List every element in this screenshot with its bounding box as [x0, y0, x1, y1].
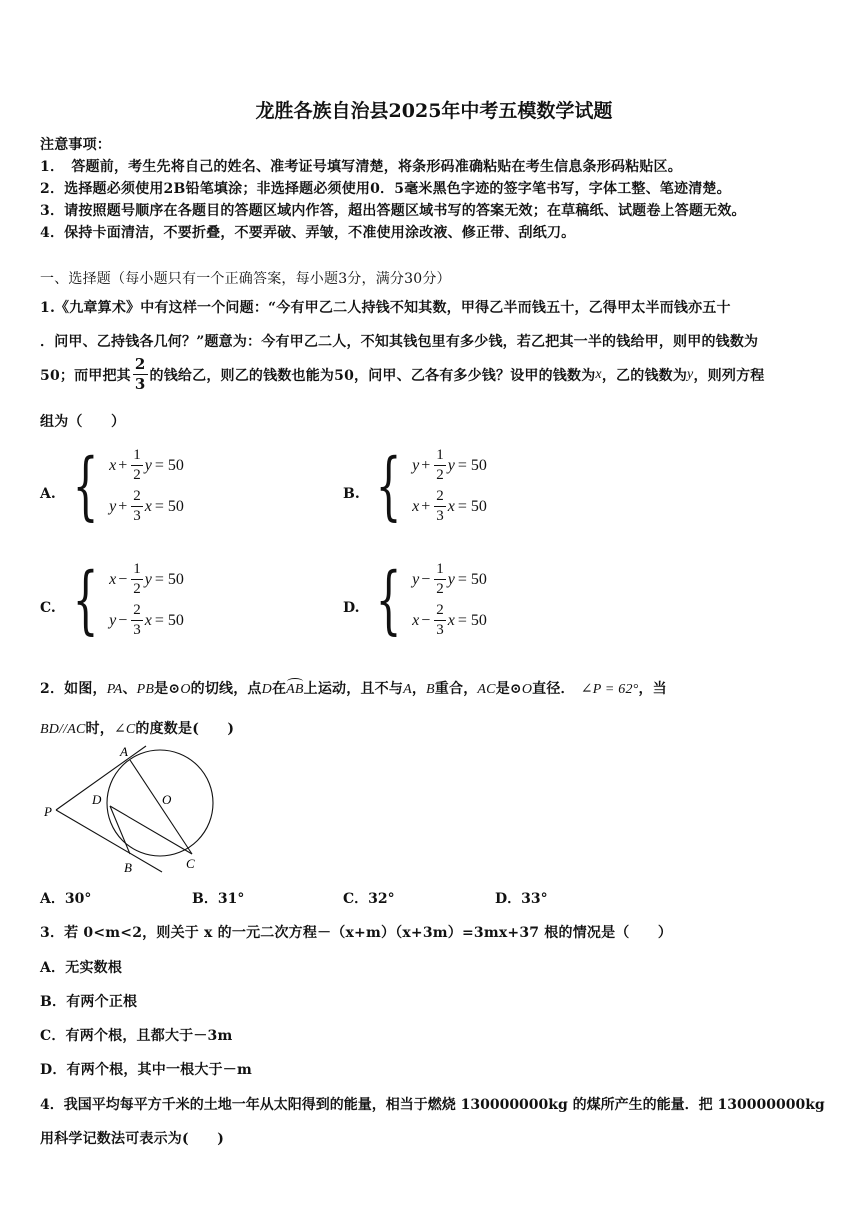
q2-text: ，	[411, 681, 427, 697]
notice-heading: 注意事项：	[40, 137, 111, 153]
label-c: C	[186, 856, 195, 871]
frac-denominator: 3	[436, 508, 444, 524]
page-title: 龙胜各族自治县2025年中考五模数学试题	[255, 100, 613, 122]
q2-text: 时，	[85, 721, 114, 737]
brace-icon: {	[72, 557, 99, 643]
equation-row	[109, 448, 184, 483]
q2-text: 重合，	[434, 681, 478, 697]
eq-var: x	[144, 497, 152, 515]
q1-line-3-b: 的钱给乙，则乙的钱数也能为50，问甲、乙各有多少钱？设甲的钱数为	[149, 367, 596, 384]
equation-row	[412, 562, 487, 597]
eq-rhs: = 50	[154, 456, 184, 474]
q1-line-4: 组为（ ）	[40, 414, 126, 430]
eq-var: y	[447, 570, 455, 588]
q3-option-a[interactable]: A．无实数根	[40, 960, 123, 976]
eq-var: x	[109, 456, 117, 474]
eq-fraction	[434, 489, 446, 524]
frac-numerator: 1	[434, 562, 446, 580]
q1-option-b-system[interactable]	[365, 443, 487, 529]
q1-line-3	[40, 357, 764, 392]
q2-arc-ab: AB	[286, 682, 304, 697]
frac-numerator: 1	[131, 562, 143, 580]
q1-option-c-system[interactable]	[62, 557, 184, 643]
eq-fraction	[131, 448, 143, 483]
label-d: D	[92, 792, 102, 807]
q1-line-1: 1.《九章算术》中有这样一个问题：“今有甲乙二人持钱不知其数，甲得乙半而钱五十，乙得甲太半而钱亦五十	[40, 300, 731, 316]
eq-operator: +	[118, 456, 128, 474]
segment-dc	[110, 806, 192, 854]
diameter-ac	[130, 760, 192, 854]
eq-var: x	[144, 611, 152, 629]
eq-var: y	[144, 456, 152, 474]
notice-item-1: 1． 答题前，考生先将自己的姓名、准考证号填写清楚，将条形码准确粘贴在考生信息条形码粘贴区。	[40, 159, 682, 175]
brace-icon: {	[375, 443, 402, 529]
q2-o: O	[521, 682, 533, 697]
frac-numerator: 2	[434, 489, 446, 507]
q2-text: ，当	[638, 681, 667, 697]
q2-o: O	[180, 682, 191, 697]
q4-line-2: 用科学记数法可表示为( )	[40, 1131, 225, 1147]
q1-option-b-label[interactable]: B.	[343, 486, 360, 502]
frac-denominator: 3	[436, 622, 444, 638]
q1-line-2: ．问甲、乙持钱各几何？”题意为：今有甲乙二人，不知其钱包里有多少钱，若乙把其一半的钱给甲，则甲的钱数为	[40, 334, 759, 350]
notice-item-2: 2．选择题必须使用2B铅笔填涂；非选择题必须使用0．5毫米黑色字迹的签字笔书写，字体工整、笔迹清楚。	[40, 181, 731, 197]
frac-denominator: 2	[133, 467, 141, 483]
q2-line-2	[40, 718, 234, 738]
eq-var: x	[447, 611, 455, 629]
equation-row	[412, 489, 487, 524]
q2-pa: PA	[106, 682, 123, 697]
q2-text: 上运动，且不与	[303, 681, 404, 697]
eq-var: y	[109, 611, 117, 629]
frac-numerator: 1	[131, 448, 143, 466]
label-b: B	[124, 860, 132, 875]
q1-option-a-label[interactable]: A.	[40, 486, 56, 502]
eq-var: y	[447, 456, 455, 474]
q2-option-d[interactable]: D．33°	[495, 891, 548, 907]
equation-row	[412, 448, 487, 483]
q1-var-y: y	[687, 366, 694, 382]
q2-text: 在	[271, 681, 287, 697]
q1-var-x: x	[595, 366, 602, 382]
eq-rhs: = 50	[154, 497, 184, 515]
eq-var: x	[412, 611, 420, 629]
notice-item-3: 3．请按照题号顺序在各题目的答题区域内作答，超出答题区域书写的答案无效；在草稿纸、试题卷上答题无效。	[40, 203, 746, 219]
frac-numerator: 2	[131, 603, 143, 621]
q2-option-c[interactable]: C．32°	[343, 891, 395, 907]
eq-fraction	[434, 603, 446, 638]
q1-option-d-system[interactable]	[365, 557, 487, 643]
eq-var: y	[412, 570, 420, 588]
eq-operator: +	[421, 497, 431, 515]
frac-denominator: 2	[436, 467, 444, 483]
q3-option-c[interactable]: C．有两个根，且都大于－3m	[40, 1028, 233, 1044]
q1-line-3-a: 50；而甲把其	[40, 367, 131, 384]
q2-text: 直径．	[532, 681, 575, 697]
eq-operator: +	[118, 497, 128, 515]
q1-line-3-c: ，乙的钱数为	[601, 367, 688, 384]
q2-line-1	[40, 678, 667, 698]
q2-angle-c: ∠C	[113, 722, 136, 737]
frac-numerator: 2	[134, 355, 146, 373]
eq-rhs: = 50	[457, 611, 487, 629]
frac-denominator: 3	[133, 622, 141, 638]
equation-row	[109, 603, 184, 638]
q2-option-a[interactable]: A．30°	[40, 891, 92, 907]
eq-var: y	[109, 497, 117, 515]
eq-operator: −	[421, 570, 431, 588]
q2-text: 是⊙	[495, 681, 522, 697]
eq-var: y	[412, 456, 420, 474]
q2-bd-ac: BD//AC	[40, 722, 86, 737]
q2-figure	[40, 742, 230, 882]
eq-fraction	[131, 603, 143, 638]
frac-numerator: 2	[131, 489, 143, 507]
eq-var: x	[412, 497, 420, 515]
q2-pb: PB	[136, 682, 155, 697]
q2-angle: ∠P = 62°	[580, 682, 639, 697]
brace-icon: {	[375, 557, 402, 643]
label-a: A	[120, 744, 128, 759]
q2-option-b[interactable]: B．31°	[192, 891, 245, 907]
q2-text: 、	[122, 681, 137, 697]
brace-icon: {	[72, 443, 99, 529]
label-p: P	[44, 804, 52, 819]
eq-rhs: = 50	[154, 570, 184, 588]
eq-rhs: = 50	[457, 570, 487, 588]
frac-denominator: 3	[133, 508, 141, 524]
eq-operator: −	[118, 570, 128, 588]
notice-item-4: 4．保持卡面清洁，不要折叠，不要弄破、弄皱，不准使用涂改液、修正带、刮纸刀。	[40, 225, 576, 241]
eq-rhs: = 50	[457, 456, 487, 474]
eq-operator: −	[421, 611, 431, 629]
q1-option-d-label[interactable]: D.	[343, 600, 360, 616]
q3-option-d[interactable]: D．有两个根，其中一根大于－m	[40, 1062, 252, 1078]
eq-operator: −	[118, 611, 128, 629]
eq-var: x	[109, 570, 117, 588]
q3-option-b[interactable]: B．有两个正根	[40, 994, 138, 1010]
q2-a: A	[403, 682, 412, 697]
frac-numerator: 2	[434, 603, 446, 621]
eq-operator: +	[421, 456, 431, 474]
eq-var: y	[144, 570, 152, 588]
q2-b: B	[426, 682, 435, 697]
eq-rhs: = 50	[457, 497, 487, 515]
q1-line-3-d: ，则列方程	[693, 367, 765, 384]
equation-row	[412, 603, 487, 638]
q1-fraction	[133, 357, 148, 392]
eq-fraction	[434, 448, 446, 483]
eq-fraction	[131, 489, 143, 524]
q4-line-1: 4．我国平均每平方千米的土地一年从太阳得到的能量，相当于燃烧 130000000kg 的煤所产生的能量．把 130000000kg	[40, 1097, 825, 1113]
q1-option-c-label[interactable]: C.	[40, 600, 56, 616]
q1-option-a-system[interactable]	[62, 443, 184, 529]
q2-text: 2．如图，	[40, 681, 107, 697]
q2-text: 的切线，点	[190, 681, 262, 697]
q3-stem: 3．若 0<m<2，则关于 x 的一元二次方程－（x+m）（x+3m）=3mx+37 根的情况是（ ）	[40, 925, 673, 941]
q2-text: 是⊙	[154, 681, 181, 697]
frac-denominator: 2	[436, 581, 444, 597]
eq-rhs: = 50	[154, 611, 184, 629]
equation-row	[109, 489, 184, 524]
eq-var: x	[447, 497, 455, 515]
q2-ac: AC	[477, 682, 496, 697]
eq-fraction	[434, 562, 446, 597]
eq-fraction	[131, 562, 143, 597]
frac-numerator: 1	[434, 448, 446, 466]
q2-d: D	[261, 682, 272, 697]
label-o: O	[162, 792, 172, 807]
frac-denominator: 2	[133, 581, 141, 597]
q2-text: 的度数是( )	[135, 721, 235, 737]
frac-denominator: 3	[134, 375, 146, 393]
section-heading: 一、选择题（每小题只有一个正确答案，每小题3分，满分30分）	[40, 271, 451, 287]
circle-o	[107, 750, 213, 856]
equation-row	[109, 562, 184, 597]
